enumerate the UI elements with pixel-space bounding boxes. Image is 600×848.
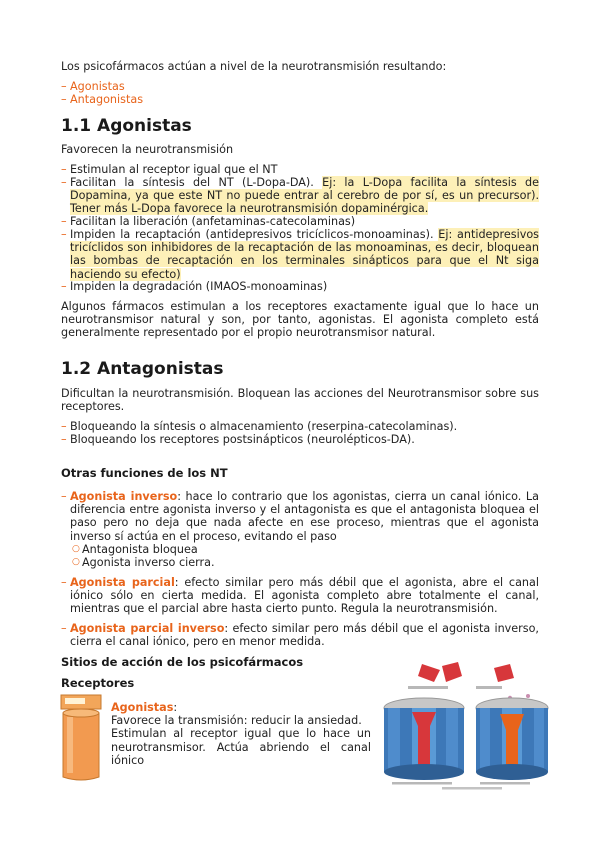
highlighted-note: Ej: antidepresivos tricíclidos son inhibidores de la recaptación de las monoaminas, es decir, bloquean las bombas de recaptación en los terminales sinápticos para que el Nt siga haciendo su efecto) <box>70 228 539 281</box>
list-item: – Agonista inverso: hace lo contrario que los agonistas, cierra un canal iónico. La diferencia entre agonista inverso y el antagonista es que el antagonista bloquea el paso pero no deja que nada afecte en ese proceso, mientras que el agonista inverso sí actúa en el proceso, evitando el paso <box>61 490 539 543</box>
list-item: – Estimulan al receptor igual que el NT <box>61 163 278 176</box>
list-item: – Antagonistas <box>61 93 144 106</box>
section-heading-agonistas: 1.1 Agonistas <box>61 116 192 136</box>
agonistas-lead: Favorecen la neurotransmisión <box>61 143 234 156</box>
receptor-channels-illustration <box>372 660 552 792</box>
subheading-sitios-accion: Sitios de acción de los psicofármacos <box>61 655 304 669</box>
sub-list-item: ○ Agonista inverso cierra. <box>72 556 215 569</box>
list-item: – Facilitan la síntesis del NT (L-Dopa-DA). Ej: la L-Dopa facilita la síntesis de Dopamina, ya que este NT no puede entrar al cerebro de por sí, es un precursor). Tener más L-Dopa favorece la neurotransmisión dopaminérgica. <box>61 176 539 216</box>
section-heading-antagonistas: 1.2 Antagonistas <box>61 359 224 379</box>
highlighted-note: Ej: la L-Dopa facilita la síntesis de Dopamina, ya que este NT no puede entrar al cerebro de por sí, es un precursor). Tener más L-Dopa favorece la neurotransmisión dopaminérgica. <box>70 176 539 216</box>
list-item: – Agonista parcial: efecto similar pero más débil que el agonista, abre el canal iónico sólo en cierta medida. El agonista completo abre totalmente el canal, mientras que el parcial abre hasta cierto punto. Regula la neurotransmisión. <box>61 576 539 616</box>
antagonistas-paragraph: Dificultan la neurotransmisión. Bloquean las acciones del Neurotransmisor sobre sus receptores. <box>61 387 539 414</box>
list-item: – Agonistas <box>61 80 125 93</box>
list-item: – Bloqueando la síntesis o almacenamiento (reserpina-catecolaminas). <box>61 420 458 433</box>
list-item: – Agonista parcial inverso: efecto similar pero más débil que el agonista inverso, cierra el canal iónico, pero en menor medida. <box>61 622 539 649</box>
agonistas-paragraph: Algunos fármacos estimulan a los receptores exactamente igual que lo hace un neurotransmisor natural y son, por tanto, agonistas. El agonista completo está generalmente representado por el propio neurotransmisor natural. <box>61 300 539 340</box>
list-item: – Facilitan la liberación (anfetaminas-catecolaminas) <box>61 215 356 228</box>
intro-text: Los psicofármacos actúan a nivel de la neurotransmisión resultando: <box>61 60 447 73</box>
list-item: – Impiden la degradación (IMAOS-monoaminas) <box>61 280 328 293</box>
receptor-cylinder-illustration <box>59 693 105 785</box>
subheading-receptores: Receptores <box>61 676 135 690</box>
list-item: – Bloqueando los receptores postsinápticos (neurolépticos-DA). <box>61 433 415 446</box>
agonistas-receptor-text: Agonistas: Favorece la transmisión: reducir la ansiedad. Estimulan al receptor igual que lo hace un neurotransmisor. Actúa abriendo el canal iónico <box>111 701 371 767</box>
subheading-otras-funciones: Otras funciones de los NT <box>61 466 228 480</box>
list-item: – Impiden la recaptación (antidepresivos tricíclicos-monoaminas). Ej: antidepresivos tricíclidos son inhibidores de la recaptación de las monoaminas, es decir, bloquean las bombas de recaptación en los terminales sinápticos para que el Nt siga haciendo su efecto) <box>61 228 539 281</box>
sub-list-item: ○ Antagonista bloquea <box>72 543 198 556</box>
